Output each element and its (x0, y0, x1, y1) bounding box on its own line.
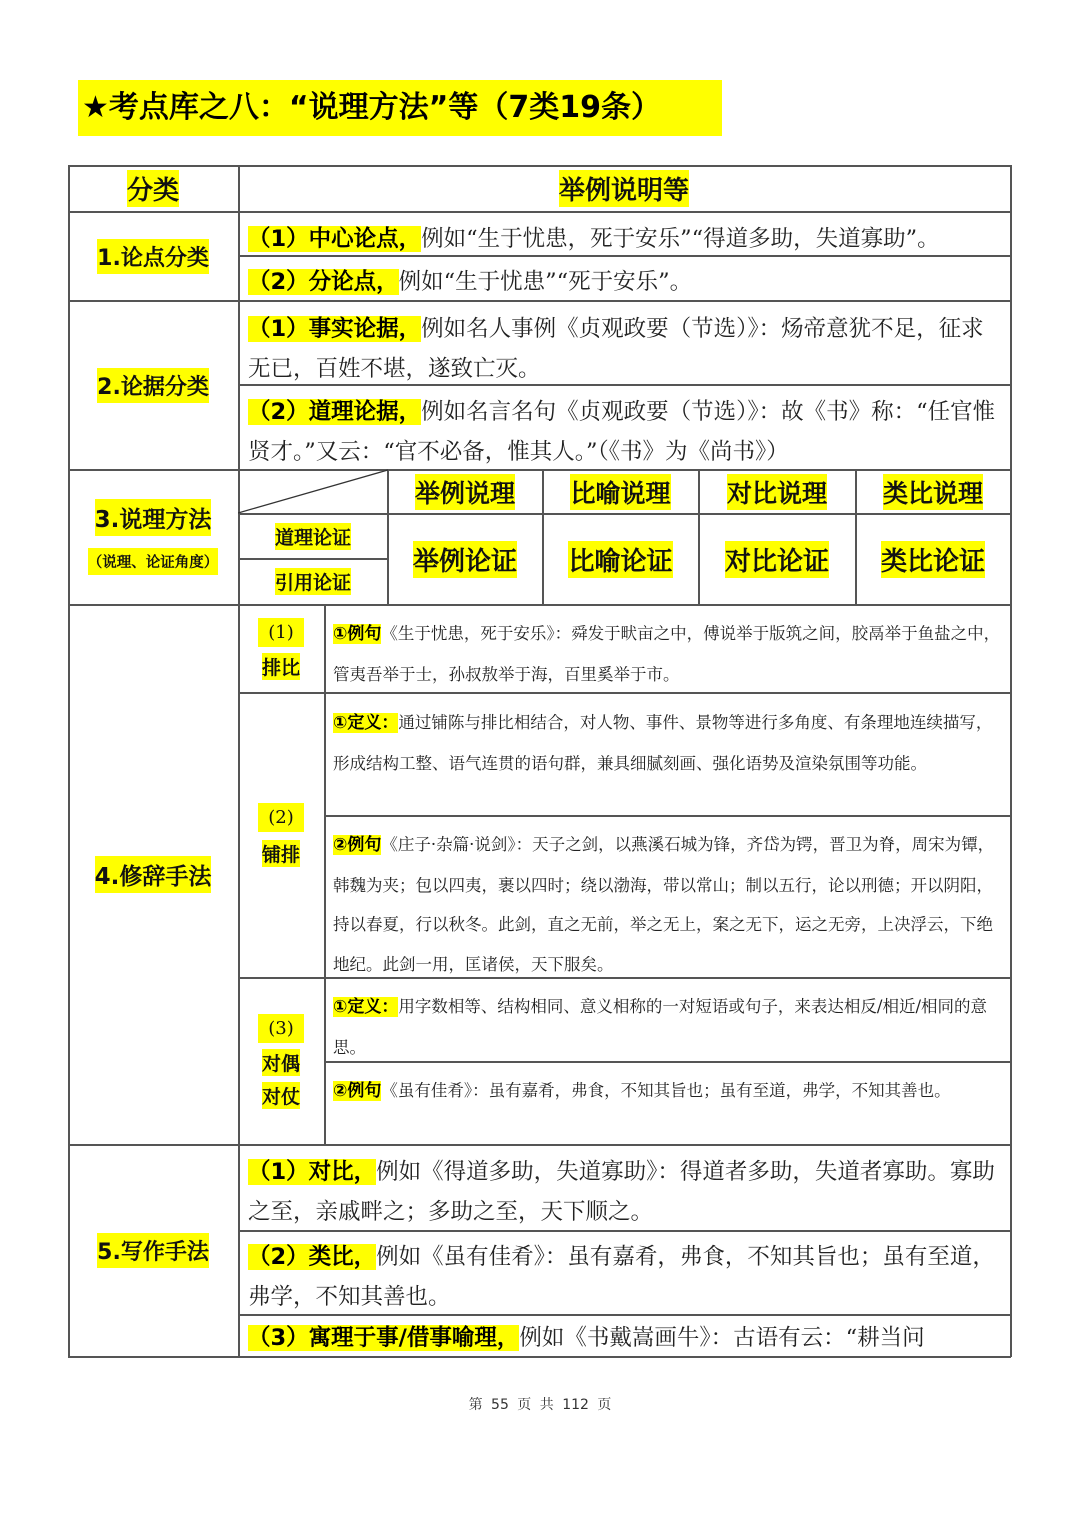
header-examples: 举例说明等 (238, 166, 1010, 211)
list-item: （2）类比，例如《虽有佳肴》：虽有嘉肴，弗食，不知其旨也；虽有至道，弗学，不知其善也。 (248, 1244, 995, 1310)
page-number: 第 55 页 共 112 页 (468, 1397, 612, 1413)
list-item: ①定义：用字数相等、结构相同、意义相称的一对短语或句子，来表达相反/相近/相同的意思。 (333, 997, 988, 1057)
list-item: （1）中心论点，例如“生于忧患，死于安乐”“得道多助，失道寡助”。 (248, 226, 940, 252)
category-cell: 5.写作手法 (68, 1145, 238, 1356)
category-cell: 1.论点分类 (68, 212, 238, 300)
column-divider (324, 604, 326, 1144)
list-item: （2）道理论据，例如名言名句《贞观政要（节选）》：故《书》称：“任官惟贤才。”又云：“官不必备，惟其人。”（《书》为《尚书》） (248, 399, 996, 465)
header-category: 分类 (68, 166, 238, 211)
sub-label-cell: (1) 排比 (238, 605, 324, 692)
list-item: （1）对比，例如《得道多助，失道寡助》：得道者多助，失道者寡助。寡助之至，亲戚畔之；多助之至，天下顺之。 (248, 1159, 995, 1225)
list-item: ②例句《虽有佳肴》：虽有嘉肴，弗食，不知其旨也；虽有至道，弗学，不知其善也。 (333, 1081, 951, 1101)
list-item: （3）寓理于事/借事喻理，例如《书戴嵩画牛》：古语有云：“耕当问 (248, 1325, 925, 1351)
list-item: ①定义：通过铺陈与排比相结合，对人物、事件、景物等进行多角度、有条理地连续描写，形成结构工整、语气连贯的语句群，兼具细腻刻画、强化语势及渲染氛围等功能。 (333, 713, 993, 773)
diagonal-line (238, 469, 388, 514)
list-item: （2）分论点，例如“生于忧患”“死于安乐”。 (248, 269, 693, 295)
method-cell: 比喻论证 (543, 514, 698, 604)
table-border-bottom (68, 1356, 1011, 1358)
row-divider (324, 815, 1011, 817)
method-cell: 类比论证 (856, 514, 1010, 604)
method-cell: 比喻说理 (543, 470, 698, 513)
list-item: （1）事实论据，例如名人事例《贞观政要（节选）》：炀帝意犹不足，征求无已，百姓不堪，遂致亡灭。 (248, 316, 984, 382)
table-border-right (1010, 165, 1012, 1357)
category-cell: 3.说理方法 （说理、论证角度） (68, 470, 238, 604)
sub-label-cell: (2) 铺排 (238, 693, 324, 977)
method-cell: 举例论证 (388, 514, 542, 604)
row-label-cell: 引用论证 (238, 559, 388, 604)
sub-label-cell: (3) 对偶 对仗 (238, 978, 324, 1144)
list-item: ①例句《生于忧患，死于安乐》：舜发于畎亩之中，傅说举于版筑之间，胶鬲举于鱼盐之中，管夷吾举于士，孙叔敖举于海，百里奚举于市。 (333, 624, 1001, 684)
method-cell: 对比论证 (699, 514, 855, 604)
category-cell: 2.论据分类 (68, 301, 238, 469)
method-cell: 类比说理 (856, 470, 1010, 513)
list-item: ②例句《庄子·杂篇·说剑》：天子之剑，以燕溪石城为锋，齐岱为锷，晋卫为脊，周宋为镡，韩魏为夹；包以四夷，裹以四时；绕以渤海，带以常山；制以五行，论以刑德；开以阴阳，持以春夏，行以秋冬。此剑，直之无前，举之无上，案之无下，运之无旁，上决浮云，下绝地纪。此剑一用，匡诸侯，天下服矣。 (333, 835, 995, 974)
page-title: ★考点库之八：“说理方法”等（7类19条） (78, 80, 722, 136)
category-cell: 4.修辞手法 (68, 605, 238, 1144)
method-cell: 对比说理 (699, 470, 855, 513)
row-label-cell: 道理论证 (238, 514, 388, 558)
method-cell: 举例说理 (388, 470, 542, 513)
